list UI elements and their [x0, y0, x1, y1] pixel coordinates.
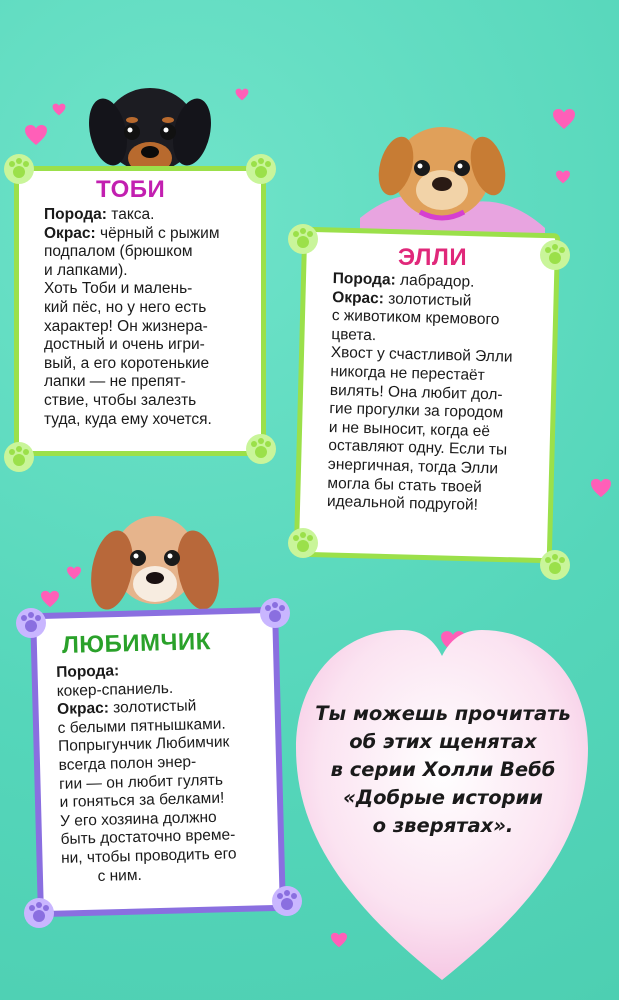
toby-desc-line: туда, куда ему хочется.: [44, 410, 212, 428]
elly-color-line: цвета.: [331, 325, 377, 344]
toby-color-line: и лапками).: [44, 261, 128, 279]
lyubimchik-desc-line: быть достаточно време-: [60, 826, 236, 849]
lyubimchik-text: [56, 658, 280, 887]
puppy-illustration: [80, 70, 220, 180]
heart-icon: [235, 88, 249, 101]
elly-desc-line: Хвост у счастливой Элли: [330, 344, 513, 367]
lyubimchik-color-label: Окрас:: [56, 699, 110, 719]
elly-text: [327, 270, 543, 517]
lyubimchik-color-value: золотистый: [108, 697, 197, 717]
toby-breed-value: такса.: [106, 206, 155, 223]
heart-message-line: об этих щенятах: [349, 730, 537, 753]
elly-color-line: с животиком кремового: [331, 307, 500, 329]
toby-text: [44, 206, 258, 429]
paw-icon: [2, 440, 36, 474]
paw-icon: [538, 238, 572, 272]
elly-desc-line: могла бы стать твоей: [327, 474, 482, 496]
heart-icon: [24, 124, 48, 146]
lyubimchik-breed-value: кокер-спаниель.: [56, 679, 174, 700]
heart-icon: [66, 566, 82, 580]
lyubimchik-title: ЛЮБИМЧИК: [61, 628, 212, 659]
lyubimchik-breed-label: Порода:: [56, 662, 120, 681]
paw-icon: [258, 596, 292, 630]
elly-desc-line: оставляют одну. Если ты: [328, 437, 508, 459]
lyubimchik-desc-line: ни, чтобы проводить его: [60, 845, 237, 867]
lyubimchik-desc-line: с ним.: [97, 866, 143, 885]
elly-desc-line: энергичная, тогда Элли: [327, 455, 499, 478]
puppy-illustration: [350, 108, 550, 248]
lyubimchik-desc-line: и гоняться за белками!: [59, 789, 225, 812]
heart-message-line: Ты можешь прочитать: [315, 702, 571, 725]
elly-breed-label: Порода:: [332, 270, 396, 289]
toby-desc-line: Хоть Тоби и малень-: [44, 280, 193, 298]
toby-desc-line: кий пёс, но у него есть: [44, 298, 207, 316]
lyubimchik-desc-line: У его хозяина должно: [59, 808, 217, 830]
elly-desc-line: и не выносит, когда её: [328, 418, 491, 440]
toby-desc-line: характер! Он жизнера-: [44, 317, 208, 335]
heart-message-line: «Добрые истории: [343, 786, 543, 809]
elly-desc-line: никогда не перестаёт: [330, 362, 485, 384]
toby-desc-line: ствие, чтобы залезть: [44, 391, 197, 409]
paw-icon: [14, 606, 48, 640]
toby-desc-line: достный и очень игри-: [44, 336, 205, 354]
heart-icon: [52, 103, 66, 116]
elly-desc-line: гие прогулки за городом: [329, 400, 504, 422]
heart-message-line: о зверятах».: [372, 814, 514, 837]
paw-icon: [22, 896, 56, 930]
lyubimchik-desc-line: гии — он любит гулять: [58, 771, 224, 793]
elly-desc-line: идеальной подругой!: [326, 493, 479, 514]
elly-color-label: Окрас:: [332, 288, 385, 307]
lyubimchik-desc-line: Попрыгунчик Любимчик: [57, 733, 230, 756]
heart-icon: [552, 108, 576, 130]
toby-desc-line: лапки — не препят-: [44, 373, 186, 391]
elly-color-value: золотистый: [383, 289, 472, 310]
paw-icon: [244, 152, 278, 186]
paw-icon: [286, 526, 320, 560]
elly-breed-value: лабрадор.: [395, 271, 475, 291]
heart-message: [296, 700, 590, 840]
toby-desc-line: вый, а его коротенькие: [44, 354, 210, 372]
heart-icon: [590, 478, 612, 498]
heart-message-line: в серии Холли Вебб: [330, 758, 556, 781]
toby-color-label: Окрас:: [44, 224, 96, 242]
toby-title: ТОБИ: [96, 176, 166, 203]
toby-breed-label: Порода:: [44, 206, 107, 223]
elly-title: ЭЛЛИ: [398, 244, 468, 271]
toby-color-value: чёрный с рыжим: [95, 224, 220, 242]
heart-icon: [555, 170, 571, 184]
lyubimchik-color-line: с белыми пятнышками.: [57, 715, 226, 737]
elly-desc-line: вилять! Она любит дол-: [329, 381, 503, 404]
paw-icon: [286, 222, 320, 256]
puppy-illustration: [90, 498, 220, 622]
toby-color-line: подпалом (брюшком: [44, 243, 193, 261]
paw-icon: [538, 548, 572, 582]
paw-icon: [2, 152, 36, 186]
lyubimchik-desc-line: всегда полон энер-: [58, 753, 197, 774]
paw-icon: [244, 432, 278, 466]
